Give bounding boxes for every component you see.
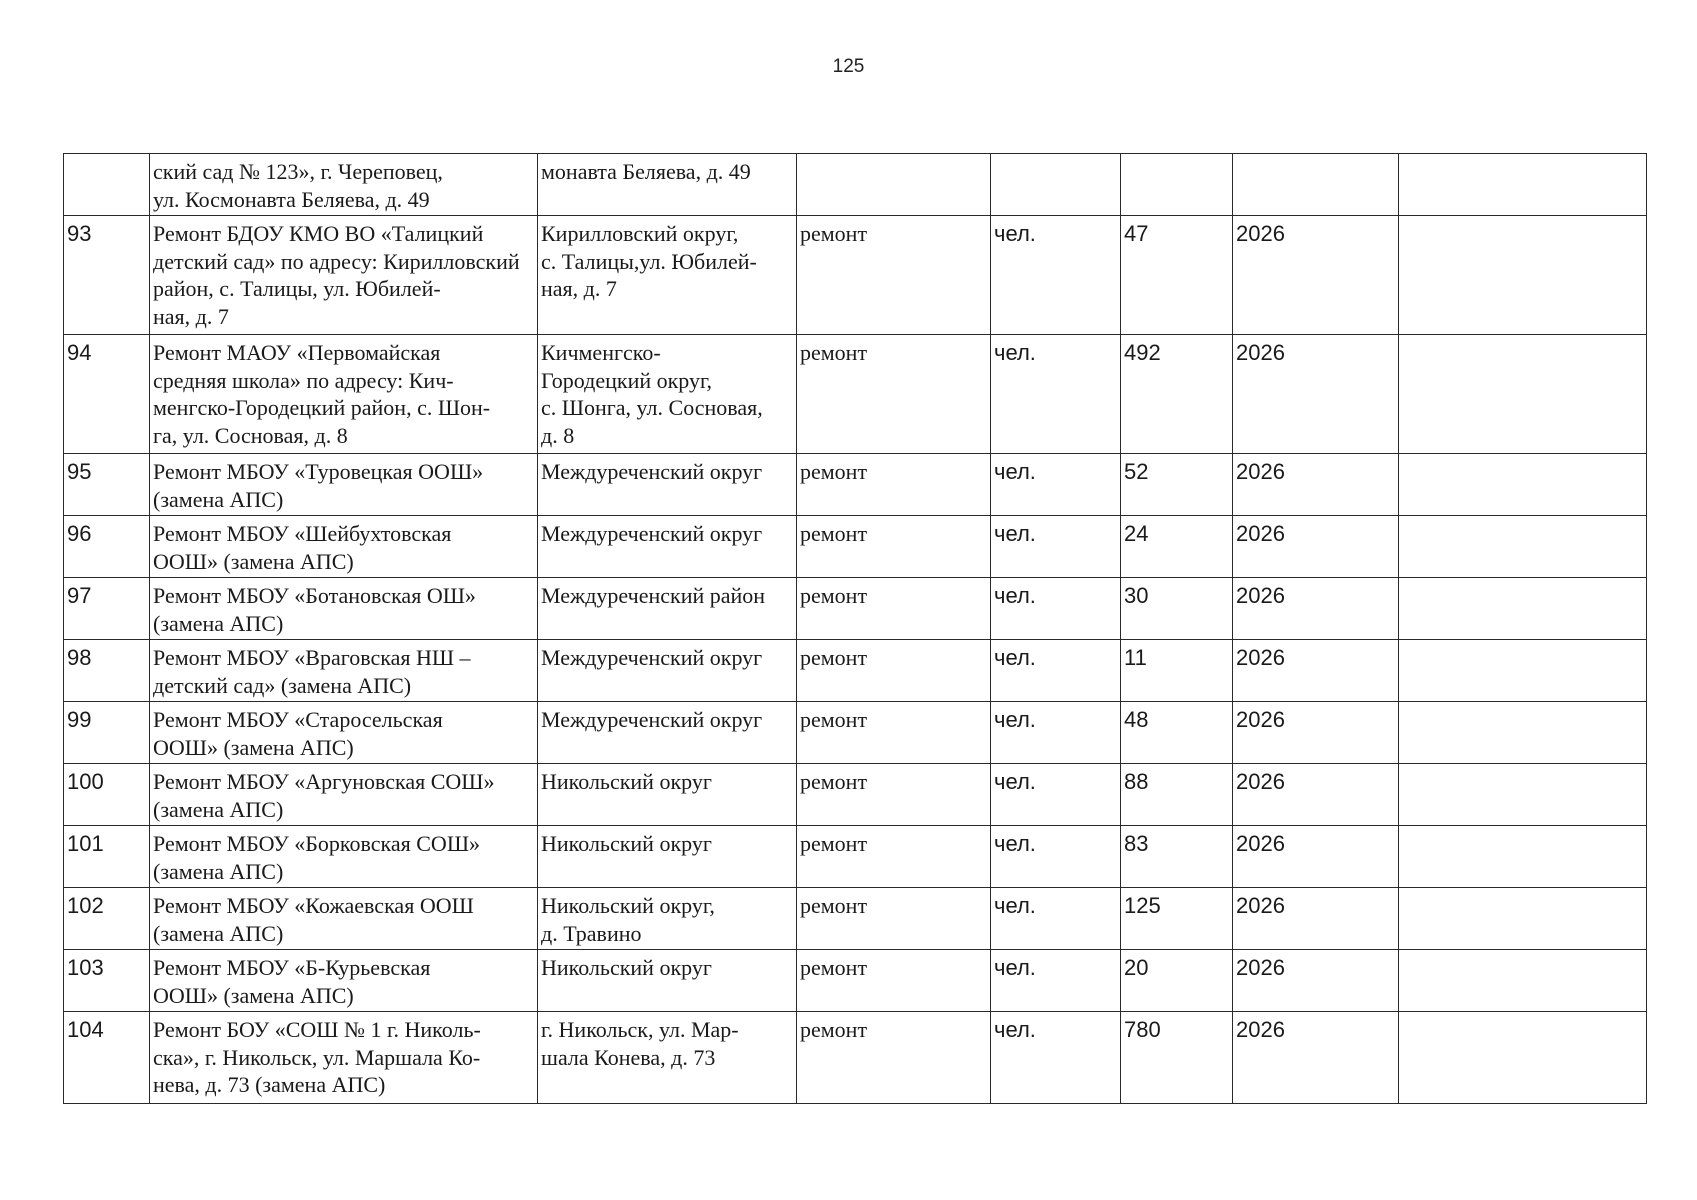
table-row bbox=[64, 950, 1647, 1012]
capacity-value-text: 125 bbox=[1124, 893, 1161, 918]
unit-text: чел. bbox=[994, 340, 1036, 365]
cell-unit bbox=[991, 764, 1121, 826]
work-type-text: ремонт bbox=[800, 707, 868, 732]
cell-unit bbox=[991, 335, 1121, 454]
work-type-text: ремонт bbox=[800, 521, 868, 546]
work-type-text: ремонт bbox=[800, 1017, 868, 1042]
unit-text: чел. bbox=[994, 459, 1036, 484]
table-row bbox=[64, 216, 1647, 335]
cell-notes bbox=[1399, 640, 1647, 702]
cell-year bbox=[1233, 888, 1399, 950]
capacity-value-text: 11 bbox=[1124, 645, 1147, 670]
unit-text: чел. bbox=[994, 221, 1036, 246]
work-type-text: ремонт bbox=[800, 893, 868, 918]
cell-capacity-value bbox=[1121, 888, 1233, 950]
cell-work-type bbox=[797, 950, 991, 1012]
cell-capacity-value bbox=[1121, 335, 1233, 454]
object-location-text: Междуреченский округ bbox=[541, 707, 763, 732]
cell-capacity-value bbox=[1121, 826, 1233, 888]
object-name-text: Ремонт МАОУ «Первомайская средняя школа» по адресу: Кич- менгско-Городецкий район, с. Шон- га, ул. Сосновая, д. 8 bbox=[153, 340, 491, 448]
cell-row-number bbox=[64, 640, 150, 702]
cell-notes bbox=[1399, 764, 1647, 826]
cell-unit bbox=[991, 454, 1121, 516]
object-location-text: г. Никольск, ул. Мар- шала Конева, д. 73 bbox=[541, 1017, 739, 1070]
cell-row-number bbox=[64, 702, 150, 764]
work-type-text: ремонт bbox=[800, 340, 868, 365]
year-text: 2026 bbox=[1236, 831, 1285, 856]
unit-text: чел. bbox=[994, 831, 1036, 856]
table-row bbox=[64, 335, 1647, 454]
row-number-text: 99 bbox=[67, 707, 92, 732]
unit-text: чел. bbox=[994, 521, 1036, 546]
row-number-text: 93 bbox=[67, 221, 92, 246]
capacity-value-text: 24 bbox=[1124, 521, 1149, 546]
object-name-text: ский сад № 123», г. Череповец, ул. Космонавта Беляева, д. 49 bbox=[153, 159, 443, 212]
cell-year bbox=[1233, 335, 1399, 454]
object-name-text: Ремонт МБОУ «Туровецкая ООШ» (замена АПС) bbox=[153, 459, 484, 512]
cell-unit bbox=[991, 1012, 1121, 1104]
cell-work-type bbox=[797, 516, 991, 578]
unit-text: чел. bbox=[994, 1017, 1036, 1042]
object-name-text: Ремонт МБОУ «Враговская НШ – детский сад» (замена АПС) bbox=[153, 645, 471, 698]
cell-year bbox=[1233, 454, 1399, 516]
table-row bbox=[64, 516, 1647, 578]
table-row bbox=[64, 888, 1647, 950]
table-row bbox=[64, 454, 1647, 516]
cell-capacity-value bbox=[1121, 154, 1233, 216]
row-number-text: 95 bbox=[67, 459, 92, 484]
object-location-text: Междуреченский округ bbox=[541, 645, 763, 670]
table-row bbox=[64, 640, 1647, 702]
table-body bbox=[64, 154, 1647, 1104]
unit-text: чел. bbox=[994, 955, 1036, 980]
cell-notes bbox=[1399, 1012, 1647, 1104]
cell-object-name bbox=[150, 888, 538, 950]
cell-capacity-value bbox=[1121, 1012, 1233, 1104]
cell-object-location bbox=[538, 1012, 797, 1104]
cell-unit bbox=[991, 640, 1121, 702]
work-type-text: ремонт bbox=[800, 221, 868, 246]
cell-notes bbox=[1399, 888, 1647, 950]
unit-text: чел. bbox=[994, 583, 1036, 608]
cell-row-number bbox=[64, 888, 150, 950]
cell-object-name bbox=[150, 702, 538, 764]
cell-year bbox=[1233, 950, 1399, 1012]
cell-row-number bbox=[64, 516, 150, 578]
year-text: 2026 bbox=[1236, 340, 1285, 365]
cell-unit bbox=[991, 888, 1121, 950]
year-text: 2026 bbox=[1236, 955, 1285, 980]
cell-capacity-value bbox=[1121, 640, 1233, 702]
cell-unit bbox=[991, 578, 1121, 640]
object-name-text: Ремонт МБОУ «Б-Курьевская ООШ» (замена АПС) bbox=[153, 955, 431, 1008]
cell-object-location bbox=[538, 335, 797, 454]
object-location-text: Междуреченский округ bbox=[541, 521, 763, 546]
year-text: 2026 bbox=[1236, 1017, 1285, 1042]
cell-capacity-value bbox=[1121, 216, 1233, 335]
unit-text: чел. bbox=[994, 707, 1036, 732]
unit-text: чел. bbox=[994, 645, 1036, 670]
cell-work-type bbox=[797, 154, 991, 216]
table-row bbox=[64, 1012, 1647, 1104]
cell-object-location bbox=[538, 454, 797, 516]
object-name-text: Ремонт МБОУ «Кожаевская ООШ (замена АПС) bbox=[153, 893, 474, 946]
object-location-text: монавта Беляева, д. 49 bbox=[541, 159, 751, 184]
object-name-text: Ремонт МБОУ «Старосельская ООШ» (замена АПС) bbox=[153, 707, 443, 760]
object-location-text: Никольский округ bbox=[541, 769, 712, 794]
cell-object-name bbox=[150, 335, 538, 454]
cell-object-name bbox=[150, 950, 538, 1012]
year-text: 2026 bbox=[1236, 707, 1285, 732]
capacity-value-text: 30 bbox=[1124, 583, 1149, 608]
row-number-text: 96 bbox=[67, 521, 92, 546]
capacity-value-text: 492 bbox=[1124, 340, 1161, 365]
cell-notes bbox=[1399, 826, 1647, 888]
year-text: 2026 bbox=[1236, 769, 1285, 794]
work-type-text: ремонт bbox=[800, 831, 868, 856]
object-name-text: Ремонт МБОУ «Борковская СОШ» (замена АПС) bbox=[153, 831, 481, 884]
row-number-text: 94 bbox=[67, 340, 92, 365]
cell-notes bbox=[1399, 578, 1647, 640]
cell-object-location bbox=[538, 888, 797, 950]
table-row bbox=[64, 764, 1647, 826]
row-number-text: 98 bbox=[67, 645, 92, 670]
cell-object-location bbox=[538, 154, 797, 216]
row-number-text: 104 bbox=[67, 1017, 104, 1042]
row-number-text: 101 bbox=[67, 831, 104, 856]
cell-row-number bbox=[64, 950, 150, 1012]
cell-row-number bbox=[64, 826, 150, 888]
cell-work-type bbox=[797, 578, 991, 640]
cell-unit bbox=[991, 154, 1121, 216]
cell-capacity-value bbox=[1121, 578, 1233, 640]
cell-unit bbox=[991, 826, 1121, 888]
cell-year bbox=[1233, 640, 1399, 702]
work-type-text: ремонт bbox=[800, 955, 868, 980]
cell-row-number bbox=[64, 764, 150, 826]
cell-year bbox=[1233, 702, 1399, 764]
cell-object-location bbox=[538, 216, 797, 335]
cell-notes bbox=[1399, 516, 1647, 578]
cell-notes bbox=[1399, 950, 1647, 1012]
row-number-text: 103 bbox=[67, 955, 104, 980]
cell-work-type bbox=[797, 826, 991, 888]
cell-work-type bbox=[797, 335, 991, 454]
cell-object-name bbox=[150, 640, 538, 702]
page-number: 125 bbox=[832, 56, 865, 77]
cell-object-location bbox=[538, 640, 797, 702]
cell-year bbox=[1233, 764, 1399, 826]
cell-row-number bbox=[64, 578, 150, 640]
cell-object-location bbox=[538, 826, 797, 888]
cell-work-type bbox=[797, 702, 991, 764]
cell-work-type bbox=[797, 1012, 991, 1104]
object-name-text: Ремонт МБОУ «Аргуновская СОШ» (замена АПС) bbox=[153, 769, 495, 822]
cell-unit bbox=[991, 702, 1121, 764]
object-location-text: Кичменгско- Городецкий округ, с. Шонга, ул. Сосновая, д. 8 bbox=[541, 340, 763, 448]
capacity-value-text: 52 bbox=[1124, 459, 1149, 484]
capacity-value-text: 48 bbox=[1124, 707, 1149, 732]
cell-object-name bbox=[150, 216, 538, 335]
cell-object-location bbox=[538, 516, 797, 578]
cell-notes bbox=[1399, 702, 1647, 764]
table-row bbox=[64, 826, 1647, 888]
cell-object-name bbox=[150, 764, 538, 826]
cell-work-type bbox=[797, 888, 991, 950]
capacity-value-text: 780 bbox=[1124, 1017, 1161, 1042]
cell-year bbox=[1233, 1012, 1399, 1104]
cell-work-type bbox=[797, 216, 991, 335]
cell-year bbox=[1233, 516, 1399, 578]
row-number-text: 100 bbox=[67, 769, 104, 794]
cell-year bbox=[1233, 154, 1399, 216]
table-row bbox=[64, 154, 1647, 216]
cell-row-number bbox=[64, 335, 150, 454]
object-location-text: Междуреченский район bbox=[541, 583, 766, 608]
table-row bbox=[64, 578, 1647, 640]
cell-notes bbox=[1399, 154, 1647, 216]
object-location-text: Никольский округ, д. Травино bbox=[541, 893, 715, 946]
year-text: 2026 bbox=[1236, 221, 1285, 246]
year-text: 2026 bbox=[1236, 521, 1285, 546]
work-type-text: ремонт bbox=[800, 769, 868, 794]
measures-table bbox=[63, 153, 1647, 1104]
cell-object-location bbox=[538, 578, 797, 640]
cell-object-name bbox=[150, 826, 538, 888]
cell-row-number bbox=[64, 154, 150, 216]
work-type-text: ремонт bbox=[800, 645, 868, 670]
cell-row-number bbox=[64, 454, 150, 516]
cell-capacity-value bbox=[1121, 454, 1233, 516]
object-name-text: Ремонт БОУ «СОШ № 1 г. Николь- ска», г. Никольск, ул. Маршала Ко- нева, д. 73 (замена АПС) bbox=[153, 1017, 481, 1097]
cell-object-name bbox=[150, 454, 538, 516]
cell-capacity-value bbox=[1121, 516, 1233, 578]
row-number-text: 102 bbox=[67, 893, 104, 918]
cell-notes bbox=[1399, 216, 1647, 335]
object-location-text: Междуреченский округ bbox=[541, 459, 763, 484]
object-location-text: Никольский округ bbox=[541, 831, 712, 856]
object-location-text: Кирилловский округ, с. Талицы,ул. Юбилей- ная, д. 7 bbox=[541, 221, 757, 301]
cell-year bbox=[1233, 578, 1399, 640]
year-text: 2026 bbox=[1236, 583, 1285, 608]
work-type-text: ремонт bbox=[800, 459, 868, 484]
year-text: 2026 bbox=[1236, 459, 1285, 484]
object-location-text: Никольский округ bbox=[541, 955, 712, 980]
capacity-value-text: 47 bbox=[1124, 221, 1149, 246]
cell-object-name bbox=[150, 578, 538, 640]
year-text: 2026 bbox=[1236, 893, 1285, 918]
cell-row-number bbox=[64, 1012, 150, 1104]
cell-capacity-value bbox=[1121, 950, 1233, 1012]
cell-row-number bbox=[64, 216, 150, 335]
row-number-text: 97 bbox=[67, 583, 92, 608]
unit-text: чел. bbox=[994, 893, 1036, 918]
cell-work-type bbox=[797, 454, 991, 516]
cell-year bbox=[1233, 826, 1399, 888]
cell-year bbox=[1233, 216, 1399, 335]
cell-object-name bbox=[150, 516, 538, 578]
cell-notes bbox=[1399, 454, 1647, 516]
object-name-text: Ремонт МБОУ «Шейбухтовская ООШ» (замена АПС) bbox=[153, 521, 452, 574]
cell-capacity-value bbox=[1121, 764, 1233, 826]
cell-unit bbox=[991, 516, 1121, 578]
cell-unit bbox=[991, 216, 1121, 335]
cell-notes bbox=[1399, 335, 1647, 454]
cell-object-location bbox=[538, 702, 797, 764]
cell-work-type bbox=[797, 764, 991, 826]
year-text: 2026 bbox=[1236, 645, 1285, 670]
object-name-text: Ремонт БДОУ КМО ВО «Талицкий детский сад» по адресу: Кирилловский район, с. Талицы, ул. Юбилей- ная, д. 7 bbox=[153, 221, 520, 329]
cell-object-name bbox=[150, 1012, 538, 1104]
unit-text: чел. bbox=[994, 769, 1036, 794]
capacity-value-text: 88 bbox=[1124, 769, 1149, 794]
cell-object-location bbox=[538, 764, 797, 826]
cell-object-name bbox=[150, 154, 538, 216]
object-name-text: Ремонт МБОУ «Ботановская ОШ» (замена АПС) bbox=[153, 583, 476, 636]
work-type-text: ремонт bbox=[800, 583, 868, 608]
table-row bbox=[64, 702, 1647, 764]
capacity-value-text: 20 bbox=[1124, 955, 1149, 980]
cell-work-type bbox=[797, 640, 991, 702]
cell-capacity-value bbox=[1121, 702, 1233, 764]
cell-object-location bbox=[538, 950, 797, 1012]
cell-unit bbox=[991, 950, 1121, 1012]
capacity-value-text: 83 bbox=[1124, 831, 1149, 856]
